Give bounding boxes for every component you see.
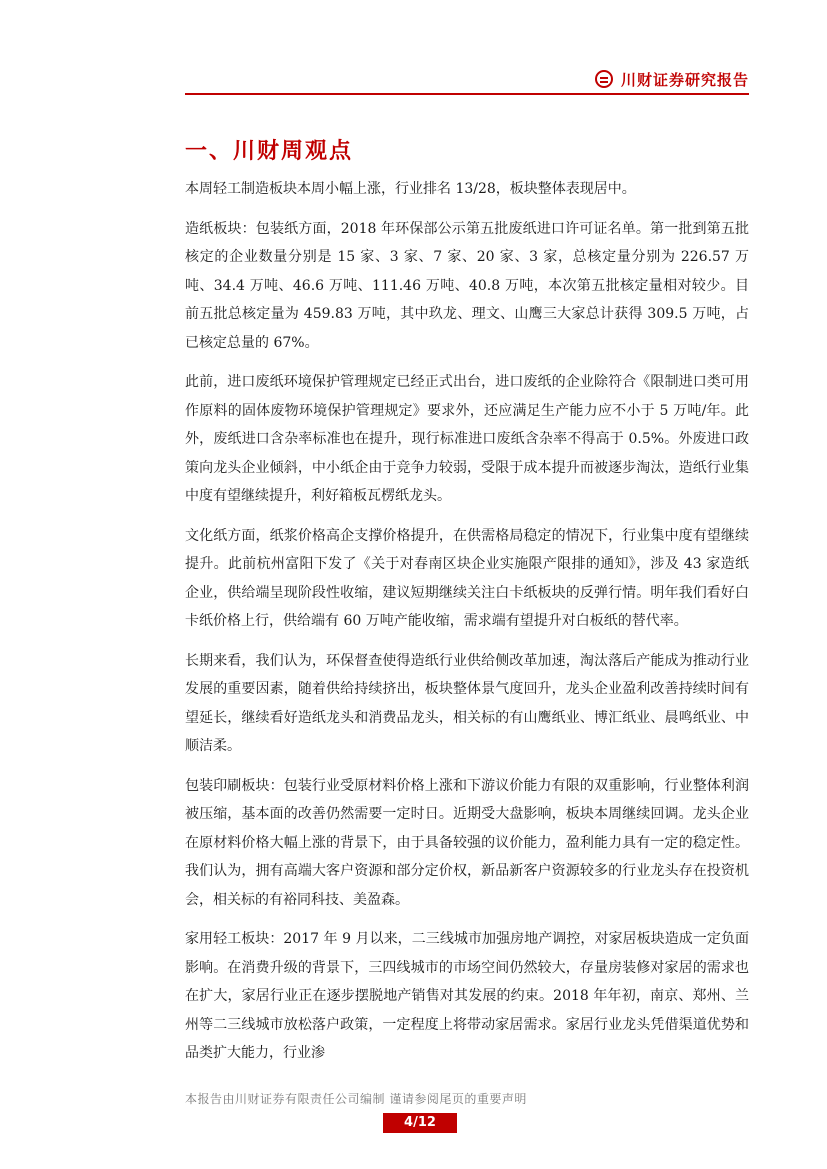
- page-number-badge: 4/12: [383, 1113, 457, 1133]
- paragraph-long-term: 长期来看，我们认为，环保督查使得造纸行业供给侧改革加速，淘汰落后产能成为推动行业发展的重要因素，随着供给持续挤出，板块整体景气度回升，龙头企业盈利改善持续时间有望延长，继续看好造纸龙头和消费品龙头，相关标的有山鹰纸业、博汇纸业、晨鸣纸业、中顺洁柔。: [185, 652, 749, 754]
- paragraph-packaging-printing: 包装印刷板块：包装行业受原材料价格上涨和下游议价能力有限的双重影响，行业整体利润被压缩，基本面的改善仍然需要一定时日。近期受大盘影响，板块本周继续回调。龙头企业在原材料价格大幅上涨的背景下，由于具备较强的议价能力，盈利能力具有一定的稳定性。我们认为，拥有高端大客户资源和部分定价权，新品新客户资源较多的行业龙头存在投资机会，相关标的有裕同科技、美盈森。: [185, 777, 749, 908]
- header-divider: [185, 93, 749, 95]
- report-header-brand: [595, 67, 749, 91]
- paragraph-summary: 本周轻工制造板块本周小幅上涨，行业排名 13/28，板块整体表现居中。: [185, 181, 636, 197]
- brand-logo-icon: [595, 70, 613, 88]
- footer-disclaimer: 本报告由川财证券有限责任公司编制 谨请参阅尾页的重要声明: [185, 1092, 527, 1106]
- paragraph-home-furnishing: 家用轻工板块：2017 年 9 月以来，二三线城市加强房地产调控，对家居板块造成一定负面影响。在消费升级的背景下，三四线城市的市场空间仍然较大，存量房装修对家居的需求也在扩大，家居行业正在逐步摆脱地产销售对其发展的约束。2018 年年初，南京、郑州、兰州等二三线城市放松落户政策，一定程度上将带动家居需求。家居行业龙头凭借渠道优势和品类扩大能力，行业渗: [185, 931, 749, 1061]
- paragraph-import-policy: 此前，进口废纸环境保护管理规定已经正式出台，进口废纸的企业除符合《限制进口类可用作原料的固体废物环境保护管理规定》要求外，还应满足生产能力应不小于 5 万吨/年。此外，废纸进口含杂率标准也在提升，现行标准进口废纸含杂率不得高于 0.5%。外废进口政策向龙头企业倾斜，中小纸企由于竞争力较弱，受限于成本提升而被逐步淘汰，造纸行业集中度有望继续提升，利好箱板瓦楞纸龙头。: [185, 374, 749, 504]
- paragraph-culture-paper: 文化纸方面，纸浆价格高企支撑价格提升，在供需格局稳定的情况下，行业集中度有望继续提升。此前杭州富阳下发了《关于对春南区块企业实施限产限排的通知》，涉及 43 家造纸企业，供给端呈现阶段性收缩，建议短期继续关注白卡纸板块的反弹行情。明年我们看好白卡纸价格上行，供给端有 60 万吨产能收缩，需求端有望提升对白板纸的替代率。: [185, 527, 749, 629]
- paragraph-paper-packaging: 造纸板块：包装纸方面，2018 年环保部公示第五批废纸进口许可证名单。第一批到第五批核定的企业数量分别是 15 家、3 家、7 家、20 家、3 家，总核定量分别为 226.57 万吨、34.4 万吨、46.6 万吨、111.46 万吨、40.8 万吨，本次第五批核定量相对较少。目前五批总核定量为 459.83 万吨，其中玖龙、理文、山鹰三大家总计获得 309.5 万吨，占已核定总量的 67%。: [185, 220, 749, 351]
- brand-name: 川财证券研究报告: [620, 70, 749, 89]
- section-title: 一、川财周观点: [185, 139, 354, 164]
- report-body: [185, 175, 749, 1079]
